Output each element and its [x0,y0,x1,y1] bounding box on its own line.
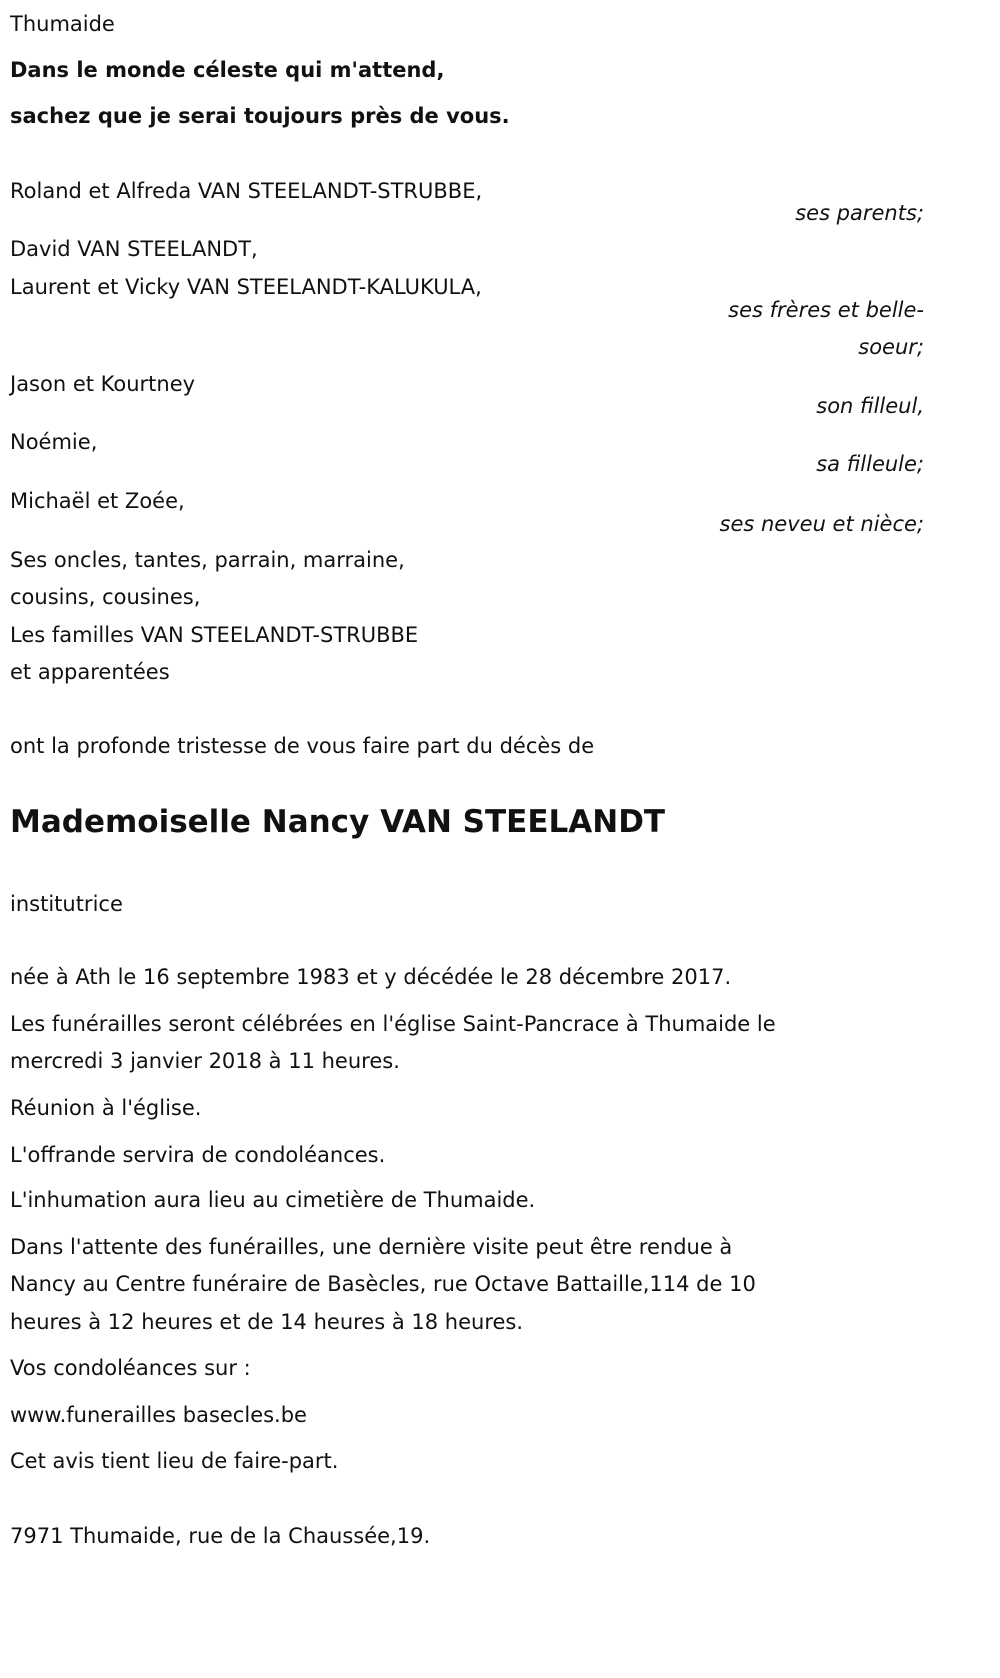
address: 7971 Thumaide, rue de la Chaussée,19. [10,1524,431,1548]
detail-line: mercredi 3 janvier 2018 à 11 heures. [10,1049,400,1073]
quote-line-1: Dans le monde céleste qui m'attend, [10,58,445,82]
detail-line: Réunion à l'église. [10,1096,202,1120]
place: Thumaide [10,12,115,36]
family-name: Noémie, [10,430,98,454]
family-relation: ses frères et belle- [728,298,924,322]
announcement: ont la profonde tristesse de vous faire part du décès de [10,734,595,758]
family-relation: son filleul, [816,394,924,418]
detail-line: née à Ath le 16 septembre 1983 et y décédée le 28 décembre 2017. [10,965,732,989]
detail-line: Dans l'attente des funérailles, une dernière visite peut être rendue à [10,1235,733,1259]
quote-line-2: sachez que je serai toujours près de vous. [10,104,510,128]
family-name: Laurent et Vicky VAN STEELANDT-KALUKULA, [10,275,482,299]
detail-line: Nancy au Centre funéraire de Basècles, rue Octave Battaille,114 de 10 [10,1272,756,1296]
family-relation: sa filleule; [816,452,924,476]
detail-line: Les funérailles seront célébrées en l'église Saint-Pancrace à Thumaide le [10,1012,776,1036]
detail-line: L'inhumation aura lieu au cimetière de Thumaide. [10,1188,536,1212]
detail-line: Cet avis tient lieu de faire-part. [10,1449,339,1473]
detail-line: heures à 12 heures et de 14 heures à 18 heures. [10,1310,524,1334]
family-name: cousins, cousines, [10,585,201,609]
family-name: Michaël et Zoée, [10,489,185,513]
family-name: et apparentées [10,660,170,684]
website-link[interactable]: www.funerailles basecles.be [10,1403,307,1427]
family-name: Ses oncles, tantes, parrain, marraine, [10,548,405,572]
family-relation: ses neveu et nièce; [719,512,924,536]
family-name: Les familles VAN STEELANDT-STRUBBE [10,623,419,647]
detail-line: L'offrande servira de condoléances. [10,1143,386,1167]
family-relation: soeur; [858,335,924,359]
deceased-name: Mademoiselle Nancy VAN STEELANDT [10,804,666,840]
family-name: Roland et Alfreda VAN STEELANDT-STRUBBE, [10,179,483,203]
family-name: Jason et Kourtney [10,372,196,396]
detail-line: Vos condoléances sur : [10,1356,251,1380]
profession: institutrice [10,892,123,916]
family-name: David VAN STEELANDT, [10,237,258,261]
family-relation: ses parents; [795,201,924,225]
